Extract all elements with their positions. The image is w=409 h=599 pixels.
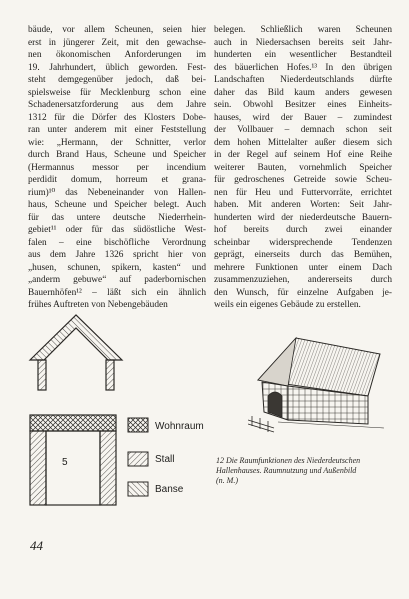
right-column-line: hunderten ein wesentlicher Bestandteil	[214, 50, 392, 60]
right-column-line: haben. Mit anderen Worten: Seit Jahr-	[214, 200, 392, 210]
text-column-right	[214, 24, 392, 312]
page-number: 44	[30, 538, 43, 553]
right-column-line: hauses, wird der Bauer – zumindest	[214, 112, 392, 123]
left-column-line: „husen, schunen, spikern, kasten“ und	[28, 262, 206, 273]
right-column-line: Landschaften Niederdeutschlands dürfte	[214, 75, 392, 85]
left-column-line: aus dem Jahre 1326 spricht hier von	[28, 250, 206, 260]
text-column-left	[28, 24, 206, 312]
right-column-line: weiterer Bauten, vornehmlich Speicher	[214, 162, 392, 173]
left-column-line: 1312 für die Dörfer des Klosters Dobe-	[28, 112, 206, 123]
right-column-line: dem hohen Mittelalter außer diesem sich	[214, 137, 392, 148]
left-column-line: wie: „Hermann, der Schnitter, verlor	[28, 137, 206, 148]
left-column-line: falen – eine bischöfliche Verordnung	[28, 237, 206, 248]
left-column-line: 19. Jahrhundert, üblich geworden. Fest-	[28, 62, 206, 73]
left-column-line: (Hermannus messor per incendium	[28, 162, 206, 173]
caption-line: Hallenhauses. Raumnutzung und Außenbild	[216, 466, 357, 475]
left-column-line: perdidit domum, horreum et grana-	[28, 175, 206, 185]
right-column-line: weils ein eigenes Gebäude zu erstellen.	[214, 300, 361, 310]
left-column-line: nen ökonomischen Anforderungen im	[28, 50, 206, 60]
left-column-line: spielsweise für Mecklenburg schon eine	[28, 87, 206, 98]
left-column-line: erst in jüngerer Zeit, mit den gewachse-	[28, 37, 206, 48]
legend-swatch-wohnraum	[128, 418, 148, 432]
right-column-line: den Wunsch, für einzelne Aufgaben je-	[214, 287, 392, 298]
left-column-line: durch Brand Haus, Scheune und Speicher	[28, 150, 206, 160]
gable-section	[30, 315, 122, 390]
right-column-line: nen für Heu und Futtervorräte, errichtet	[214, 187, 392, 198]
right-column-line: für gedroschenes Getreide sowie Scheu-	[214, 175, 392, 185]
left-column-line: bäude, vor allem Scheunen, seien hier	[28, 25, 206, 35]
right-column-line: des bäuerlichen Hofes.¹³ In den übrigen	[214, 62, 392, 73]
legend-label-wohnraum: Wohnraum	[155, 421, 204, 432]
left-column-line: haus, Scheune und Speicher belegt. Auch	[28, 200, 206, 210]
figure-caption	[216, 456, 391, 486]
room-number-label: 5	[62, 457, 68, 468]
left-column-line: für das untere deutsche Niederrhein-	[28, 212, 206, 223]
left-column-line: Schadenersatzforderung aus dem Jahre	[28, 100, 206, 110]
right-column-line: scheinbar widersprechende Tendenzen	[214, 237, 392, 248]
left-column-line: frühes Auftreten von Nebengebäuden	[28, 300, 168, 310]
left-column-line: ran unter anderem mit einer Feststellung	[28, 125, 206, 135]
right-column-line: mehrere Funktionen unter einem Dach	[214, 262, 392, 273]
right-column-line: hof bereits durch zwei einander	[214, 225, 392, 235]
caption-line: (n. M.)	[216, 476, 238, 485]
right-column-line: geprägt, einerseits durch das Bemühen,	[214, 250, 392, 260]
right-column-line: zusammenzuziehen, andererseits durch	[214, 275, 392, 285]
right-column-line: daher das Bild kaum anders gewesen	[214, 87, 392, 98]
right-column-line: in der Regel auf seinem Hof eine Reihe	[214, 150, 392, 160]
ground-plan	[30, 415, 116, 505]
left-column-line: gebiet¹¹ oder für das südöstliche West-	[28, 225, 206, 235]
right-column-line: auch in Niedersachsen bereits seit Jahr-	[214, 37, 392, 48]
left-column-line: Bauernhöfen¹² – läßt sich ein ähnlich	[28, 287, 206, 298]
right-column-line: sein. Obwohl Besitzer eines Einheits-	[214, 100, 392, 110]
left-column-line: „anderm gebuwe“ auf paderbornischen	[28, 275, 206, 285]
right-column-line: der Vollbauer – demnach schon seit	[214, 125, 392, 135]
floor-plan-diagram	[28, 300, 228, 520]
legend-label-stall: Stall	[155, 454, 175, 465]
legend-label-banse: Banse	[155, 484, 184, 495]
legend-swatch-banse	[128, 482, 148, 496]
left-column-line: steht demgegenüber jedoch, daß bei-	[28, 75, 206, 85]
left-column-line: rium)¹⁰ das Nebeneinander von Hallen-	[28, 187, 206, 198]
farmhouse-sketch	[248, 320, 388, 438]
right-column-line: hunderten wird der niederdeutsche Bauern-	[214, 212, 392, 223]
right-column-line: belegen. Schließlich waren Scheunen	[214, 25, 392, 35]
legend-swatch-stall	[128, 452, 148, 466]
caption-line: 12 Die Raumfunktionen des Niederdeutschen	[216, 456, 361, 465]
